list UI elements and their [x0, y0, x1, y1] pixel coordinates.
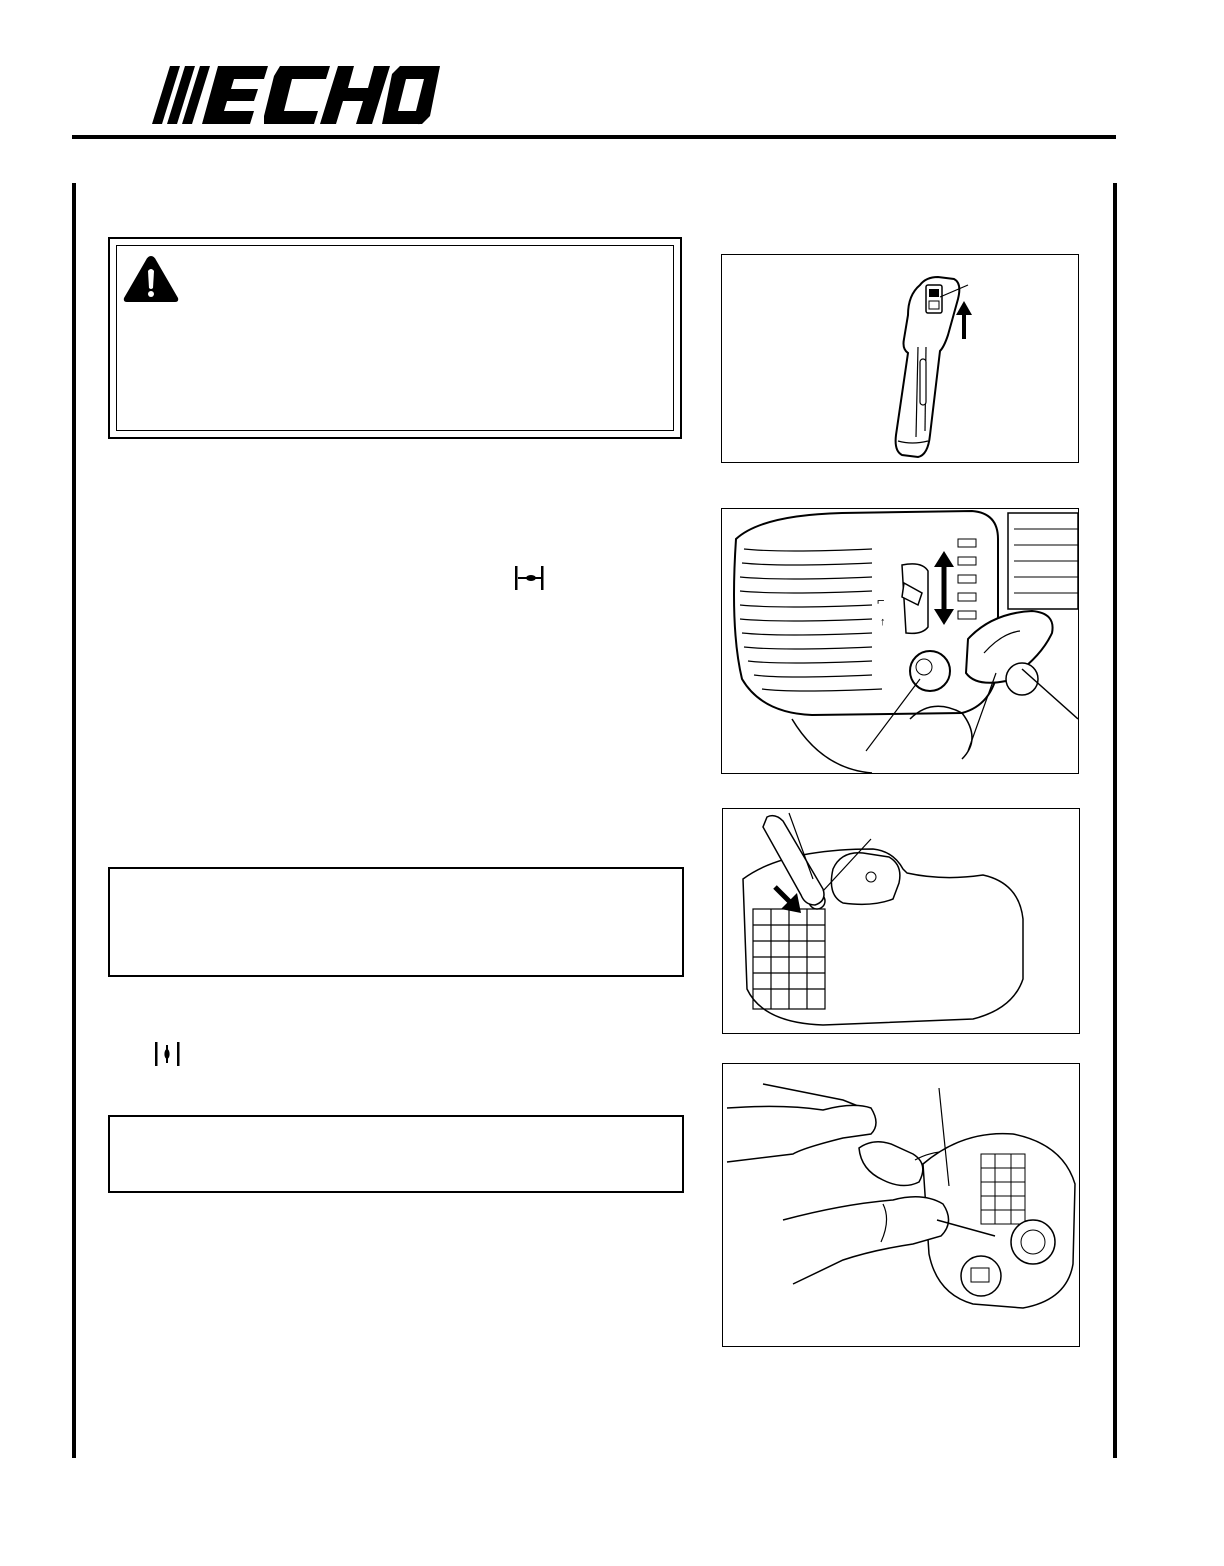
svg-text:⌐: ⌐ — [877, 593, 885, 608]
right-margin-rule — [1113, 183, 1117, 1458]
stop-switch-handle-figure — [721, 254, 1079, 463]
choke-open-symbol — [153, 1040, 183, 1068]
warning-triangle-icon — [122, 254, 180, 304]
registered-mark: ® — [414, 112, 424, 127]
caution-box — [108, 1115, 684, 1193]
header-rule — [72, 135, 1116, 139]
warning-box-inner — [116, 245, 674, 431]
svg-text:↑: ↑ — [880, 616, 886, 628]
left-margin-rule — [72, 183, 76, 1458]
echo-logo — [150, 62, 440, 132]
primer-bulb-figure — [722, 808, 1080, 1034]
choke-closed-symbol — [512, 564, 548, 592]
starting-rope-figure — [722, 1063, 1080, 1347]
choke-lever-figure — [721, 508, 1079, 774]
arrow-up-icon — [956, 301, 972, 339]
note-box — [108, 867, 684, 977]
